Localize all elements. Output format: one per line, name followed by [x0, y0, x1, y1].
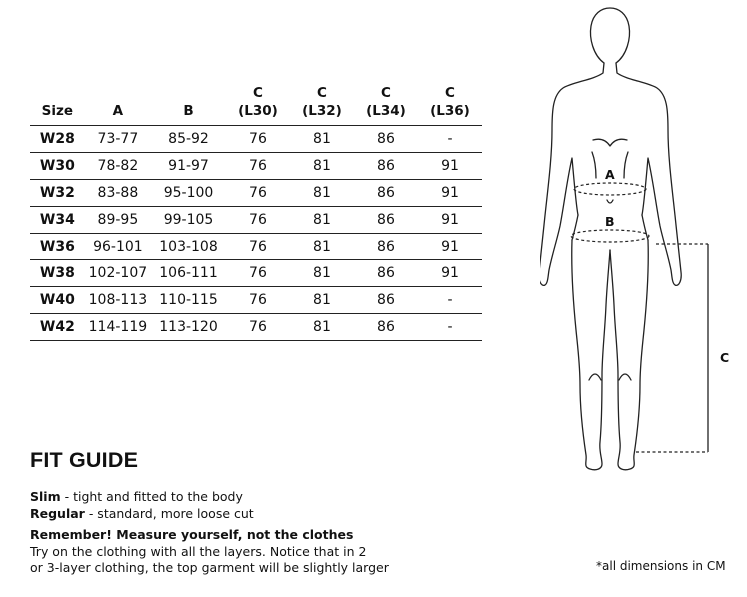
table-cell: 99-105	[151, 206, 226, 233]
table-cell: 86	[354, 126, 418, 153]
table-cell: 91	[418, 233, 482, 260]
table-cell: -	[418, 314, 482, 341]
table-cell: 113-120	[151, 314, 226, 341]
measurement-b-line	[571, 230, 649, 242]
table-cell: 102-107	[85, 260, 151, 287]
table-cell: 110-115	[151, 287, 226, 314]
size-cell: W34	[30, 206, 85, 233]
table-cell: 76	[226, 179, 290, 206]
table-cell: 76	[226, 206, 290, 233]
column-header-line2: (L32)	[302, 103, 342, 119]
table-cell: 83-88	[85, 179, 151, 206]
table-cell: 86	[354, 206, 418, 233]
table-cell: 106-111	[151, 260, 226, 287]
table-cell: 108-113	[85, 287, 151, 314]
table-cell: 81	[290, 179, 354, 206]
column-header-line1: Size	[41, 103, 74, 119]
column-header	[151, 78, 226, 126]
tip-line-1: Try on the clothing with all the layers. Notice that in 2	[30, 544, 367, 559]
table-cell: 86	[354, 287, 418, 314]
table-row	[30, 179, 482, 206]
tip-line-2: or 3-layer clothing, the top garment will be slightly larger	[30, 560, 389, 575]
table-cell: 81	[290, 126, 354, 153]
fit-guide-title: FIT GUIDE	[30, 448, 139, 472]
column-header-line1: B	[183, 103, 194, 119]
table-cell: 89-95	[85, 206, 151, 233]
table-cell: 76	[226, 126, 290, 153]
table-cell: 81	[290, 260, 354, 287]
column-header-line1: C	[316, 85, 327, 101]
column-header	[290, 78, 354, 126]
size-cell: W36	[30, 233, 85, 260]
column-header	[226, 78, 290, 126]
size-cell: W30	[30, 152, 85, 179]
measurement-a-line	[574, 183, 646, 195]
table-cell: -	[418, 126, 482, 153]
table-cell: 86	[354, 233, 418, 260]
table-row	[30, 314, 482, 341]
table-cell: 86	[354, 260, 418, 287]
measurement-b-label: B	[605, 214, 615, 229]
regular-text: - standard, more loose cut	[84, 506, 254, 521]
table-cell: 76	[226, 152, 290, 179]
column-header-line1: C	[445, 85, 455, 101]
table-cell: 86	[354, 152, 418, 179]
table-row	[30, 260, 482, 287]
body-outline	[540, 8, 681, 470]
table-cell: 76	[226, 287, 290, 314]
measurement-c-label: C	[720, 350, 730, 365]
table-cell: 86	[354, 314, 418, 341]
table-cell: 81	[290, 233, 354, 260]
table-row	[30, 233, 482, 260]
dimensions-note: *all dimensions in CM	[596, 559, 726, 573]
table-cell: 86	[354, 179, 418, 206]
column-header-line1: C	[380, 85, 391, 101]
slim-text: - tight and fitted to the body	[60, 489, 243, 504]
column-header	[30, 78, 85, 126]
table-cell: 78-82	[85, 152, 151, 179]
table-cell: 95-100	[151, 179, 226, 206]
table-row	[30, 287, 482, 314]
table-cell: 73-77	[85, 126, 151, 153]
table-cell: 91	[418, 206, 482, 233]
table-row	[30, 206, 482, 233]
column-header-line2: (L36)	[430, 103, 470, 119]
size-chart-table	[30, 78, 482, 341]
column-header	[354, 78, 418, 126]
table-cell: 91-97	[151, 152, 226, 179]
table-body	[30, 126, 482, 341]
regular-label: Regular	[30, 506, 85, 521]
table-cell: 76	[226, 233, 290, 260]
table-row	[30, 152, 482, 179]
table-cell: 114-119	[85, 314, 151, 341]
column-header-line1: C	[252, 85, 263, 101]
table-cell: 81	[290, 314, 354, 341]
regular-description	[30, 506, 254, 521]
column-header-line2: (L30)	[238, 103, 278, 119]
table-row	[30, 126, 482, 153]
column-header	[418, 78, 482, 126]
remember-heading: Remember! Measure yourself, not the clothes	[30, 527, 354, 542]
table-cell: 85-92	[151, 126, 226, 153]
column-header	[85, 78, 151, 126]
table-cell: 91	[418, 260, 482, 287]
size-cell: W42	[30, 314, 85, 341]
measurement-a-label: A	[605, 167, 615, 182]
size-cell: W38	[30, 260, 85, 287]
table-cell: 103-108	[151, 233, 226, 260]
table-cell: 96-101	[85, 233, 151, 260]
table-cell: 76	[226, 260, 290, 287]
size-cell: W40	[30, 287, 85, 314]
body-measurement-figure	[540, 0, 747, 480]
table-cell: 91	[418, 152, 482, 179]
table-cell: 76	[226, 314, 290, 341]
table-cell: 81	[290, 152, 354, 179]
table-cell: 91	[418, 179, 482, 206]
table-cell: -	[418, 287, 482, 314]
column-header-line2: (L34)	[366, 103, 406, 119]
table-cell: 81	[290, 287, 354, 314]
size-cell: W32	[30, 179, 85, 206]
slim-description	[30, 489, 243, 504]
size-cell: W28	[30, 126, 85, 153]
slim-label: Slim	[30, 489, 61, 504]
table-header-row	[30, 78, 482, 126]
column-header-line1: A	[112, 103, 124, 119]
table-cell: 81	[290, 206, 354, 233]
